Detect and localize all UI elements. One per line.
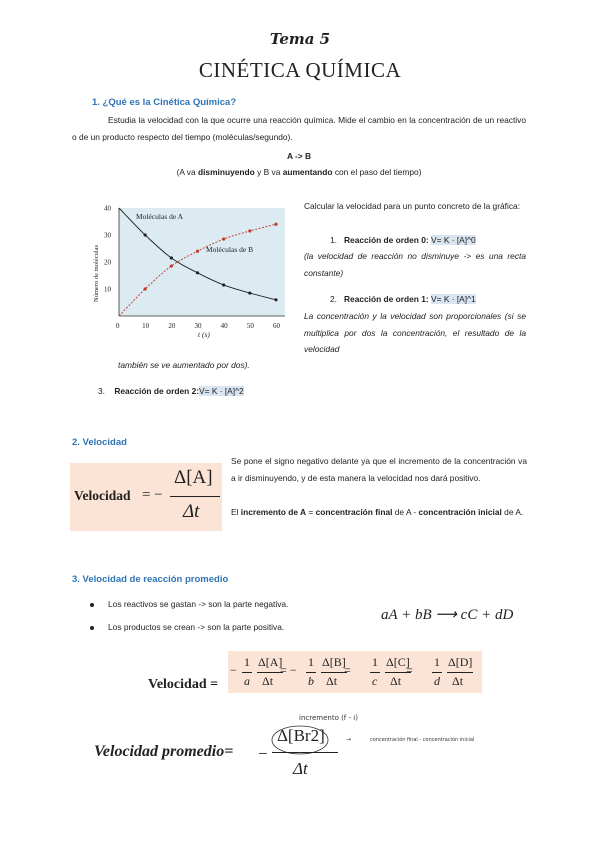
order-formula: V= K · [A]^2 [199, 386, 244, 396]
section-1-paragraph: Estudia la velocidad con la que ocurre una reacción química. Mide el cambio en la concentración de un reactivo o de un producto respecto del tiempo (moléculas/segundo). [72, 115, 526, 142]
fraction-bar [306, 672, 316, 673]
section-2-heading: 2. Velocidad [72, 437, 127, 448]
chart-x-tick: 20 [168, 322, 176, 330]
bullet-item [90, 599, 288, 609]
chart-point-b [196, 250, 199, 253]
formula-numerator: Δ[A] [174, 467, 213, 488]
chart-point-a [222, 283, 225, 286]
chart-point-a [274, 298, 277, 301]
chart-y-tick: 10 [104, 285, 111, 294]
note-text: y B va [254, 167, 283, 177]
rate-species: Δ[C] [386, 655, 410, 669]
rate-one: 1 [434, 655, 440, 669]
rate-coefficient: a [244, 674, 250, 688]
bullet-text: Los reactivos se gastan -> son la parte negativa. [108, 599, 289, 609]
order-1-line [330, 291, 476, 308]
right-intro: Calcular la velocidad para un punto concreto de la gráfica: [304, 201, 521, 211]
chart-y-label: Número de moléculas [93, 244, 100, 302]
chart-label-b: Moléculas de B [206, 245, 254, 254]
chart-point-a [196, 271, 199, 274]
chart-point-a [170, 256, 173, 259]
fraction-bar [370, 672, 380, 673]
velocity-label: Velocidad = [148, 677, 219, 692]
rate-delta-t: Δt [326, 674, 338, 688]
note-text: con el paso del tiempo) [332, 167, 422, 177]
promedio-numerator: Δ[Br2] [277, 726, 325, 745]
general-equation: aA + bB ⟶ cC + dD [381, 607, 514, 623]
section-1-heading: 1. ¿Qué es la Cinética Química? [92, 97, 237, 108]
chart-x-tick: 10 [142, 322, 150, 330]
def-text: de A - [392, 507, 419, 517]
chart-y-tick: 40 [104, 204, 111, 213]
order-number: 3. [98, 386, 105, 396]
handwritten-arrow: → [346, 736, 352, 743]
rate-species: Δ[A] [258, 655, 283, 669]
reaction-note [72, 164, 526, 181]
order-1-note: La concentración y la velocidad son proporcionales (si se multiplica por dos la concentración, el resultado de la velocidad [304, 311, 526, 354]
fraction-bar [447, 672, 473, 673]
rate-one: 1 [372, 655, 378, 669]
formula-eq: = − [142, 487, 163, 503]
chart-x-tick: 40 [220, 322, 228, 330]
promedio-sign: − [258, 744, 268, 763]
order-formula: V= K · [A]^0 [431, 235, 476, 245]
rate-expression-box [228, 651, 482, 693]
promedio-label: Velocidad promedio= [94, 743, 234, 760]
rate-one: 1 [244, 655, 250, 669]
rate-coefficient: c [372, 674, 378, 688]
chart-x-tick: 0 [116, 322, 120, 330]
rate-one: 1 [308, 655, 314, 669]
fraction-bar [170, 496, 220, 497]
section-2-paragraph: Se pone el signo negativo delante ya que el incremento de la concentración va a ir disminuyendo, y de esta manera la velocidad nos dará positivo. [231, 456, 527, 483]
def-text: = [306, 507, 316, 517]
order-label: Reacción de orden 1: [343, 294, 429, 304]
chart-x-tick: 60 [273, 322, 280, 330]
fraction-bar [242, 672, 252, 673]
rate-delta-t: Δt [262, 674, 274, 688]
bullet-item [90, 622, 284, 632]
chart-label-a: Moléculas de A [136, 212, 184, 221]
handwritten-note-right: concentración final - concentración inicial [370, 737, 475, 743]
rate-sign: = − [280, 663, 297, 677]
order-2-line [98, 383, 244, 400]
chart-point-b [248, 229, 251, 232]
def-text: El [231, 507, 241, 517]
topic-title: Tema 5 [269, 30, 331, 48]
rate-coefficient: b [308, 674, 314, 688]
rate-coefficient: d [434, 674, 440, 688]
chart-x-tick: 30 [194, 322, 202, 330]
chart-point-b [170, 264, 173, 267]
chart-point-a [144, 233, 147, 236]
order-formula: V= K · [A]^1 [431, 294, 476, 304]
fraction-bar [432, 672, 442, 673]
promedio-fraction-bar [272, 752, 338, 753]
reaction-text: A -> B [286, 151, 312, 161]
velocity-formula-box [70, 463, 222, 531]
bullet-dot [90, 626, 94, 630]
chart-point-b [144, 287, 147, 290]
bullet-text: Los productos se crean -> son la parte positiva. [108, 622, 285, 632]
page-title: CINÉTICA QUÍMICA [198, 58, 402, 82]
def-bold: incremento de A [240, 507, 307, 517]
chart-plot-area [119, 208, 285, 316]
promedio-denominator: Δt [293, 759, 308, 778]
rate-sign: − [230, 663, 237, 677]
chart-point-b [274, 223, 277, 226]
order-0-line [330, 232, 476, 249]
note-bold: disminuyendo [197, 167, 255, 177]
rate-species: Δ[B] [322, 655, 346, 669]
rate-delta-t: Δt [452, 674, 464, 688]
order-label: Reacción de orden 2: [114, 386, 200, 396]
order-number: 2. [330, 294, 337, 304]
section-3-heading: 3. Velocidad de reacción promedio [72, 574, 229, 585]
def-text: de A. [501, 507, 524, 517]
chart-y-tick: 30 [104, 231, 111, 240]
section-2-definition [231, 504, 527, 521]
chart-y-tick: 20 [104, 258, 111, 267]
chart-x-label: t (s) [198, 330, 210, 339]
formula-denominator: Δt [183, 501, 200, 522]
rate-sign: = [344, 663, 351, 677]
order-0-note: (la velocidad de reacción no disminuye -> es una recta constante) [304, 251, 526, 278]
handwritten-note-top: incremento (f - i) [299, 714, 358, 722]
note-text: (A va [176, 167, 198, 177]
order-number: 1. [330, 235, 337, 245]
chart-point-b [222, 237, 225, 240]
chart-x-tick: 50 [246, 322, 254, 330]
chart-point-a [248, 291, 251, 294]
order-1-note-cont: también se ve aumentado por dos). [118, 360, 250, 370]
rate-sign: = [406, 663, 413, 677]
rate-delta-t: Δt [390, 674, 402, 688]
def-bold: concentración inicial [418, 507, 502, 517]
bullet-dot [90, 603, 94, 607]
def-bold: concentración final [315, 507, 393, 517]
note-bold: aumentando [282, 167, 333, 177]
formula-label: Velocidad [74, 488, 131, 503]
rate-species: Δ[D] [448, 655, 473, 669]
order-label: Reacción de orden 0: [343, 235, 429, 245]
concentration-chart [86, 198, 292, 348]
